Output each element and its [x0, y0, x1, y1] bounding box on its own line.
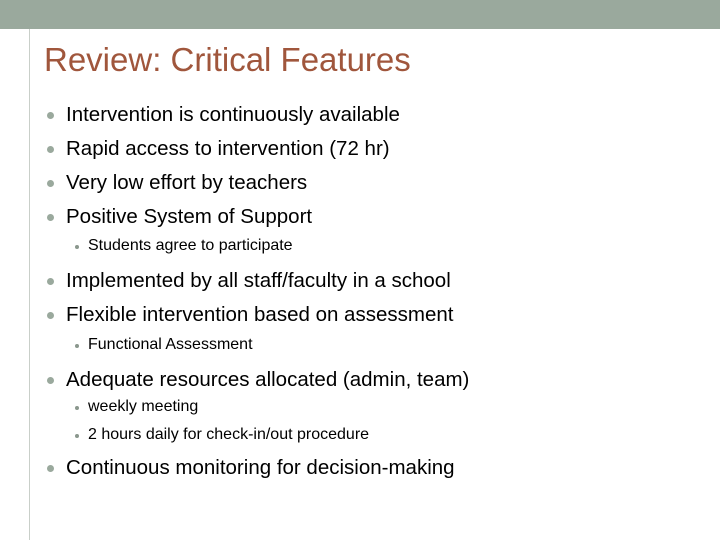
bullet-text: Very low effort by teachers [66, 171, 308, 194]
bullet-dot-icon [47, 278, 54, 285]
sub-bullet-text: weekly meeting [88, 398, 199, 415]
sub-bullet-item [88, 236, 293, 256]
bullet-dot-icon [47, 112, 54, 119]
bullet-item [66, 136, 390, 162]
sub-bullet-item [88, 425, 369, 445]
bullet-item [66, 268, 451, 294]
sub-bullet-dot-icon [75, 406, 79, 410]
bullet-item [66, 367, 469, 393]
bullet-text: Rapid access to intervention (72 hr) [66, 137, 390, 160]
sub-bullet-item [88, 397, 198, 417]
sub-bullet-dot-icon [75, 344, 79, 348]
bullet-item [66, 302, 453, 328]
bullet-item [66, 102, 400, 128]
bullet-dot-icon [47, 465, 54, 472]
bullet-text: Adequate resources allocated (admin, team) [66, 368, 470, 391]
bullet-text: Implemented by all staff/faculty in a school [66, 269, 451, 292]
bullet-dot-icon [47, 146, 54, 153]
sub-bullet-text: Functional Assessment [88, 336, 253, 353]
sub-bullet-item [88, 335, 253, 355]
left-divider-line [29, 29, 30, 540]
bullet-dot-icon [47, 377, 54, 384]
top-accent-bar [0, 0, 720, 29]
bullet-text: Intervention is continuously available [66, 103, 400, 126]
sub-bullet-text: 2 hours daily for check-in/out procedure [88, 426, 370, 443]
bullet-dot-icon [47, 180, 54, 187]
bullet-text: Continuous monitoring for decision-making [66, 456, 455, 479]
bullet-dot-icon [47, 312, 54, 319]
bullet-item [66, 455, 455, 481]
bullet-item [66, 170, 307, 196]
bullet-text: Flexible intervention based on assessment [66, 303, 454, 326]
sub-bullet-dot-icon [75, 434, 79, 438]
slide-title: Review: Critical Features [44, 41, 411, 78]
bullet-text: Positive System of Support [66, 205, 313, 228]
bullet-item [66, 204, 312, 230]
bullet-dot-icon [47, 214, 54, 221]
sub-bullet-text: Students agree to participate [88, 237, 293, 254]
sub-bullet-dot-icon [75, 245, 79, 249]
